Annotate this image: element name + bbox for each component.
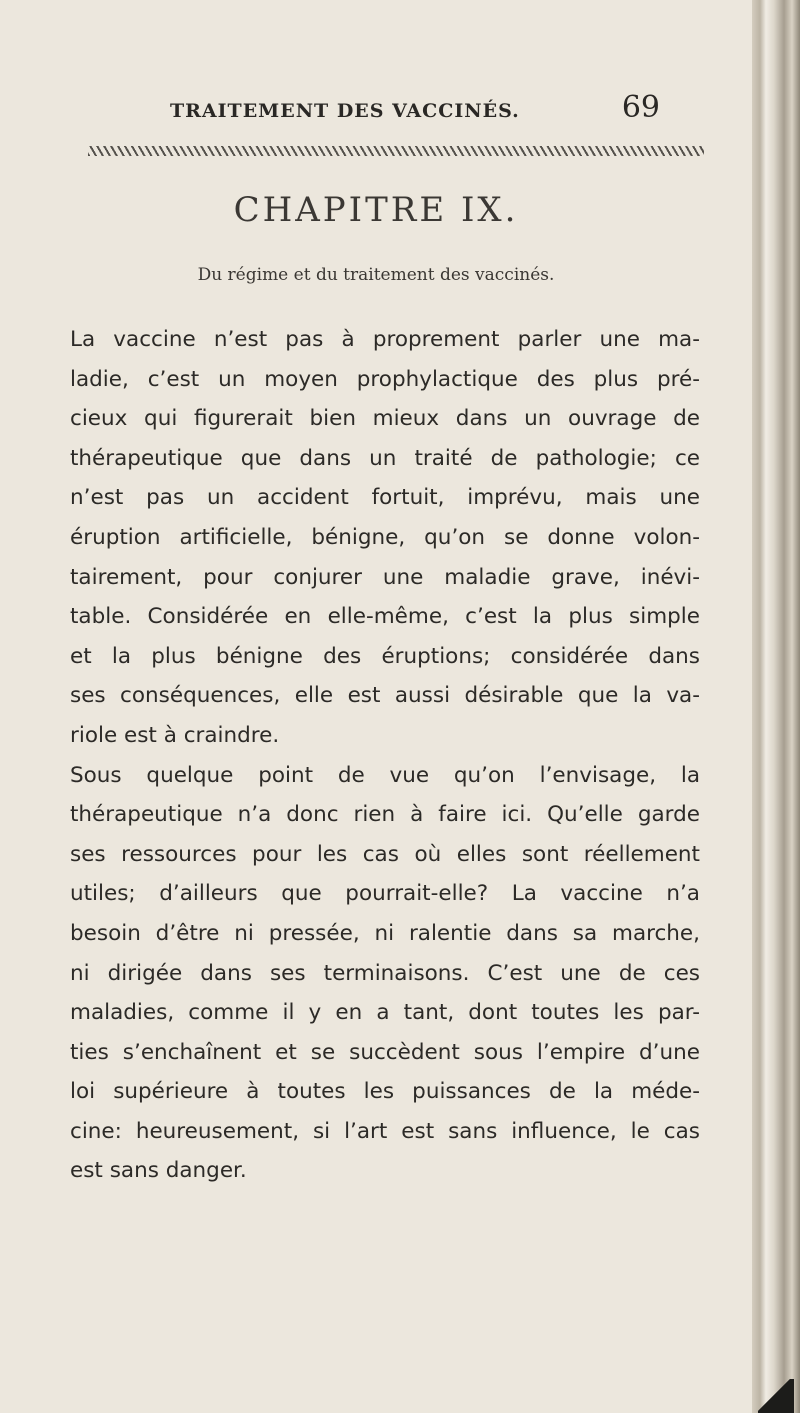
text-line: thérapeutique que dans un traité de pathologie; ce bbox=[70, 445, 700, 471]
body-text bbox=[70, 320, 700, 1191]
text-line: ses ressources pour les cas où elles sont réellement bbox=[70, 841, 700, 867]
chapter-subtitle: Du régime et du traitement des vaccinés. bbox=[197, 265, 555, 285]
text-line: riole est à craindre. bbox=[70, 722, 280, 748]
book-binding-edge bbox=[752, 0, 800, 1413]
text-line: et la plus bénigne des éruptions; considérée dans bbox=[70, 643, 700, 669]
text-line: maladies, comme il y en a tant, dont toutes les par- bbox=[70, 1000, 700, 1026]
text-line: ties s’enchaînent et se succèdent sous l’empire d’une bbox=[70, 1039, 700, 1065]
text-line: besoin d’être ni pressée, ni ralentie dans sa marche, bbox=[70, 920, 700, 946]
text-line: ni dirigée dans ses terminaisons. C’est une de ces bbox=[70, 960, 700, 986]
text-line: cieux qui figurerait bien mieux dans un ouvrage de bbox=[70, 406, 700, 432]
text-line: n’est pas un accident fortuit, imprévu, mais une bbox=[70, 485, 700, 511]
text-line: ladie, c’est un moyen prophylactique des plus pré- bbox=[70, 366, 700, 392]
text-line: est sans danger. bbox=[70, 1158, 247, 1184]
corner-mark bbox=[758, 1379, 794, 1413]
text-line: tairement, pour conjurer une maladie grave, inévi- bbox=[70, 564, 700, 590]
running-header bbox=[170, 90, 660, 125]
text-line: ses conséquences, elle est aussi désirable que la va- bbox=[70, 683, 700, 709]
text-line: Sous quelque point de vue qu’on l’envisage, la bbox=[70, 762, 700, 788]
text-line: éruption artificielle, bénigne, qu’on se donne volon- bbox=[70, 524, 700, 550]
text-line: loi supérieure à toutes les puissances de la méde- bbox=[70, 1079, 700, 1105]
running-title: TRAITEMENT DES VACCINÉS. bbox=[170, 100, 520, 122]
chapter-heading: CHAPITRE IX. bbox=[233, 190, 519, 230]
text-line: utiles; d’ailleurs que pourrait-elle? La vaccine n’a bbox=[70, 881, 700, 907]
text-line: La vaccine n’est pas à proprement parler une ma- bbox=[70, 327, 700, 352]
text-line: cine: heureusement, si l’art est sans influence, le cas bbox=[70, 1118, 700, 1144]
page-number: 69 bbox=[621, 90, 660, 125]
text-line: thérapeutique n’a donc rien à faire ici. Qu’elle garde bbox=[70, 802, 700, 828]
ornamental-rule bbox=[88, 146, 704, 156]
text-line: table. Considérée en elle-même, c’est la plus simple bbox=[70, 604, 700, 630]
